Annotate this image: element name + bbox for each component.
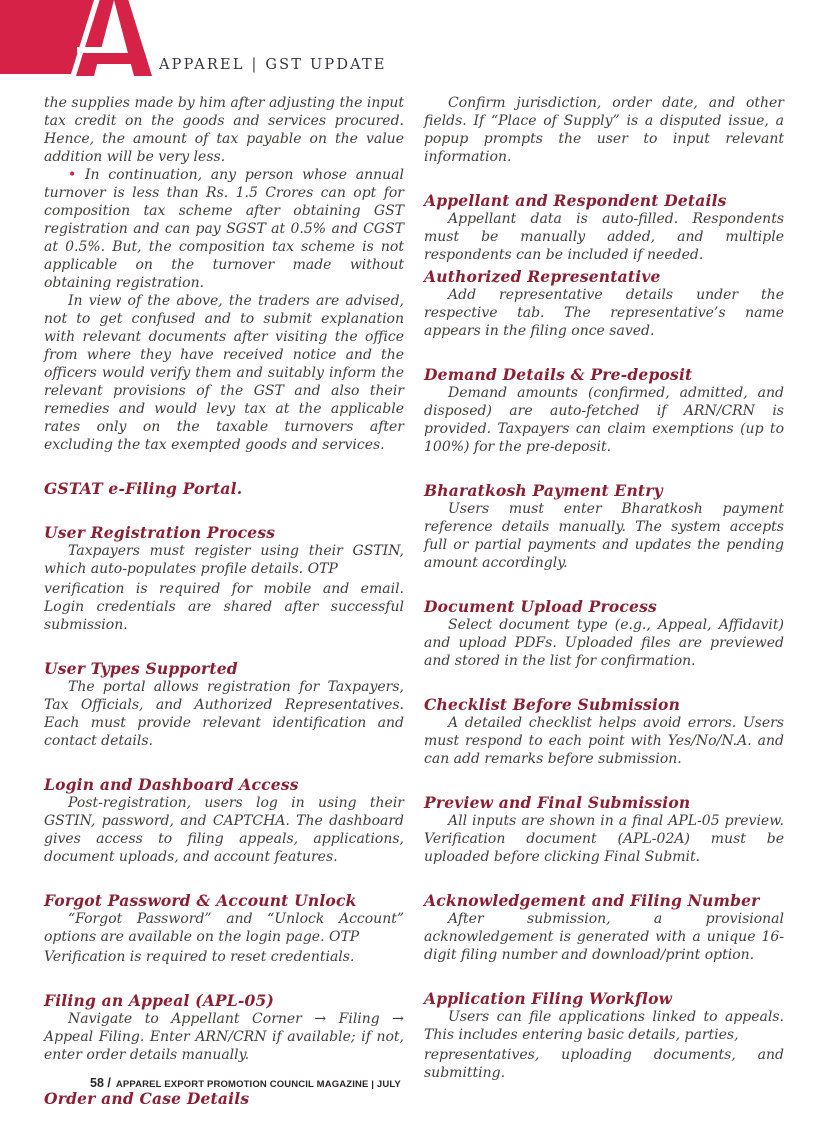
section-heading: Demand Details & Pre-deposit [424, 365, 693, 384]
section-heading: Application Filing Workflow [424, 989, 673, 1008]
section-heading: User Types Supported [44, 659, 238, 678]
body-paragraph: verification is required for mobile and email. Login credentials are shared after successful submission. [44, 581, 404, 633]
body-paragraph: The portal allows registration for Taxpayers, Tax Officials, and Authorized Representatives. Each must provide relevant identification and contact details. [44, 679, 404, 749]
section-heading: Document Upload Process [424, 597, 657, 616]
body-paragraph: Users can file applications linked to appeals. This includes entering basic details, parties, [424, 1009, 784, 1043]
section-heading: Bharatkosh Payment Entry [424, 481, 663, 500]
section-heading: Forgot Password & Account Unlock [44, 891, 357, 910]
body-paragraph: Verification is required to reset credentials. [44, 949, 355, 965]
body-paragraph: Navigate to Appellant Corner → Filing → Appeal Filing. Enter ARN/CRN if available; if not, enter order details manually. [44, 1011, 404, 1063]
section-heading: Order and Case Details [44, 1089, 250, 1108]
aepc-logo-icon [0, 0, 160, 78]
section-heading: Authorized Representative [424, 267, 661, 286]
footer-text: APPAREL EXPORT PROMOTION COUNCIL MAGAZINE | JULY [115, 1079, 401, 1090]
body-paragraph: Post-registration, users log in using their GSTIN, password, and CAPTCHA. The dashboard gives access to filing appeals, applications, document uploads, and account features. [44, 795, 404, 865]
masthead-title: APPAREL | GST UPDATE [159, 57, 387, 73]
section-heading: Filing an Appeal (APL-05) [44, 991, 275, 1010]
section-heading: Login and Dashboard Access [44, 775, 299, 794]
body-paragraph: In view of the above, the traders are advised, not to get confused and to submit explanation with relevant documents after visiting the office from where they have received notice and the officers would verify them and suitably inform the relevant provisions of the GST and also their remedies and would levy tax at the applicable rates only on the taxable turnovers after excluding the tax exempted goods and services. [44, 293, 404, 453]
left-column [44, 94, 404, 1108]
body-paragraph: Appellant data is auto-filled. Respondents must be manually added, and multiple respondents can be included if needed. [424, 211, 784, 263]
article-body [44, 94, 784, 1108]
section-heading: Appellant and Respondent Details [424, 191, 727, 210]
bullet-icon: • [68, 167, 85, 183]
body-paragraph: “Forgot Password” and “Unlock Account” options are available on the login page. OTP [44, 911, 404, 945]
body-paragraph: • In continuation, any person whose annual turnover is less than Rs. 1.5 Crores can opt for composition tax scheme after obtaining GST registration and can pay SGST at 0.5% and CGST at 0.5%. But, the composition tax scheme is not applicable on the turnover made without obtaining registration. [44, 167, 404, 291]
body-paragraph: the supplies made by him after adjusting the input tax credit on the goods and services procured. Hence, the amount of tax payable on the value addition will be very less. [44, 95, 404, 165]
right-column [424, 94, 784, 1108]
page-footer [90, 1076, 401, 1090]
section-heading: Preview and Final Submission [424, 793, 691, 812]
section-heading: GSTAT e-Filing Portal. [44, 479, 243, 498]
page-number: 58 / [90, 1076, 111, 1090]
body-paragraph: All inputs are shown in a final APL-05 preview. Verification document (APL-02A) must be uploaded before clicking Final Submit. [424, 813, 784, 865]
body-paragraph: Users must enter Bharatkosh payment reference details manually. The system accepts full or partial payments and updates the pending amount accordingly. [424, 501, 784, 571]
body-paragraph: Demand amounts (confirmed, admitted, and disposed) are auto-fetched if ARN/CRN is provided. Taxpayers can claim exemptions (up to 100%) for the pre-deposit. [424, 385, 784, 455]
section-heading: User Registration Process [44, 523, 276, 542]
body-paragraph: A detailed checklist helps avoid errors. Users must respond to each point with Yes/No/N.A. and can add remarks before submission. [424, 715, 784, 767]
body-paragraph: Add representative details under the respective tab. The representative’s name appears in the filing once saved. [424, 287, 784, 339]
body-paragraph: Taxpayers must register using their GSTIN, which auto-populates profile details. OTP [44, 543, 404, 577]
section-heading: Checklist Before Submission [424, 695, 681, 714]
body-paragraph: Confirm jurisdiction, order date, and other fields. If “Place of Supply” is a disputed issue, a popup prompts the user to input relevant information. [424, 95, 784, 165]
body-paragraph: Select document type (e.g., Appeal, Affidavit) and upload PDFs. Uploaded files are previewed and stored in the list for confirmation. [424, 617, 784, 669]
section-heading: Acknowledgement and Filing Number [424, 891, 760, 910]
body-paragraph: After submission, a provisional acknowledgement is generated with a unique 16-digit filing number and download/print option. [424, 911, 784, 963]
body-paragraph: representatives, uploading documents, and submitting. [424, 1047, 784, 1081]
